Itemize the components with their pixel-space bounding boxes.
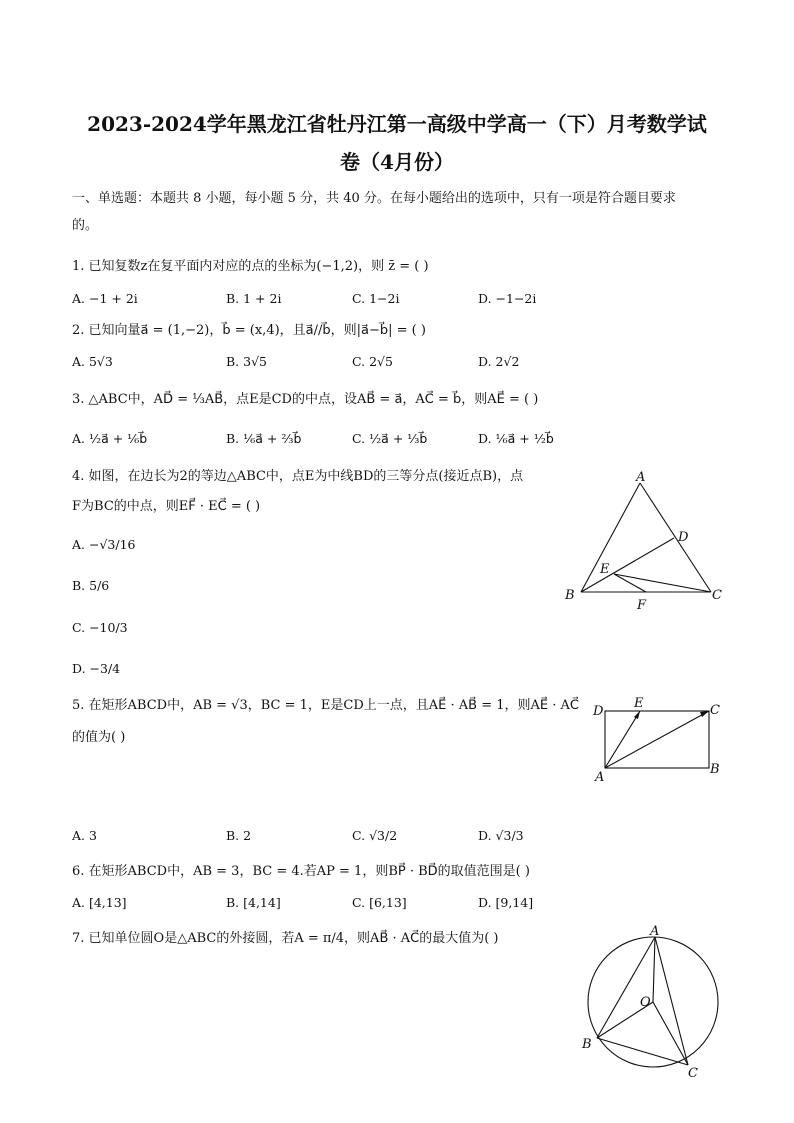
exam-title-line1: 2023-2024学年黑龙江省牡丹江第一高级中学高一（下）月考数学试 xyxy=(87,112,707,136)
triangle-label-c: C xyxy=(712,588,722,603)
question-6-option-d: D. [9,14] xyxy=(478,895,534,910)
rectangle-label-d: D xyxy=(593,704,604,719)
question-3-option-a: A. ½a⃗ + ⅙b⃗ xyxy=(72,431,148,446)
triangle-label-e: E xyxy=(600,562,610,577)
question-4-option-c: C. −10/3 xyxy=(72,620,128,635)
question-2-option-c: C. 2√5 xyxy=(352,354,393,369)
circle-label-a: A xyxy=(650,924,660,939)
question-1-option-c: C. 1−2i xyxy=(352,291,400,306)
triangle-label-f: F xyxy=(637,598,647,613)
question-5-option-d: D. √3/3 xyxy=(478,828,524,843)
circle-label-o: O xyxy=(640,995,651,1010)
triangle-label-a: A xyxy=(636,470,646,485)
question-5-option-a: A. 3 xyxy=(72,828,97,843)
question-4-triangle-figure xyxy=(560,466,730,616)
question-1-option-b: B. 1 + 2i xyxy=(226,291,282,306)
rectangle-label-a: A xyxy=(595,770,605,783)
question-2-stem: 2. 已知向量a⃗ = (1,−2)，b⃗ = (x,4)，且a⃗//b⃗，则|a⃗−b⃗| = ( ) xyxy=(72,323,426,338)
question-1-stem: 1. 已知复数z在复平面内对应的点的坐标为(−1,2)，则 z̄ = ( ) xyxy=(72,259,429,274)
question-3-stem: 3. △ABC中，AD⃗ = ⅓AB⃗，点E是CD的中点，设AB⃗ = a⃗，AC⃗ = b⃗，则AE⃗ = ( ) xyxy=(72,392,539,407)
question-5-rectangle-figure xyxy=(590,693,730,783)
question-2-option-d: D. 2√2 xyxy=(478,354,520,369)
section-instructions-line1: 一、单选题：本题共 8 小题，每小题 5 分，共 40 分。在每小题给出的选项中，只有一项是符合题目要求 xyxy=(72,191,676,206)
question-3-option-c: C. ½a⃗ + ⅓b⃗ xyxy=(352,431,428,446)
triangle-label-d: D xyxy=(678,530,689,545)
question-4-option-d: D. −3/4 xyxy=(72,661,121,676)
question-6-option-b: B. [4,14] xyxy=(226,895,281,910)
question-5-option-b: B. 2 xyxy=(226,828,252,843)
rectangle-label-b: B xyxy=(710,762,720,777)
question-4-option-b: B. 5/6 xyxy=(72,578,110,593)
question-3-option-b: B. ⅙a⃗ + ⅔b⃗ xyxy=(226,431,302,446)
circle-label-c: C xyxy=(688,1066,698,1080)
rectangle-label-c: C xyxy=(710,703,720,718)
question-7-stem: 7. 已知单位圆O是△ABC的外接圆，若A = π/4，则AB⃗ · AC⃗的最大值为( ) xyxy=(72,931,499,946)
question-2-option-b: B. 3√5 xyxy=(226,354,268,369)
question-5-option-c: C. √3/2 xyxy=(352,828,398,843)
section-instructions-line2: 的。 xyxy=(72,218,99,233)
question-3-option-d: D. ⅙a⃗ + ½b⃗ xyxy=(478,431,554,446)
question-4-stem-line1: 4. 如图，在边长为2的等边△ABC中，点E为中线BD的三等分点(接近点B)，点 xyxy=(72,469,524,484)
exam-title-line2: 卷（4月份） xyxy=(340,150,454,174)
triangle-label-b: B xyxy=(565,588,575,603)
question-1-option-a: A. −1 + 2i xyxy=(72,291,138,306)
question-5-stem-line1: 5. 在矩形ABCD中，AB = √3，BC = 1，E是CD上一点，且AE⃗ · AB⃗ = 1，则AE⃗ · AC⃗ xyxy=(72,698,579,713)
question-6-option-c: C. [6,13] xyxy=(352,895,407,910)
question-6-option-a: A. [4,13] xyxy=(72,895,127,910)
question-6-stem: 6. 在矩形ABCD中，AB = 3，BC = 4.若AP = 1，则BP⃗ · BD⃗的取值范围是( ) xyxy=(72,864,530,879)
rectangle-label-e: E xyxy=(634,696,644,711)
question-5-stem-line2: 的值为( ) xyxy=(72,730,126,745)
question-2-option-a: A. 5√3 xyxy=(72,354,113,369)
question-4-stem-line2: F为BC的中点，则EF⃗ · EC⃗ = ( ) xyxy=(72,499,261,514)
circle-label-b: B xyxy=(582,1037,592,1052)
question-7-circle-figure xyxy=(576,924,736,1080)
question-4-option-a: A. −√3/16 xyxy=(72,537,136,552)
question-1-option-d: D. −1−2i xyxy=(478,291,537,306)
